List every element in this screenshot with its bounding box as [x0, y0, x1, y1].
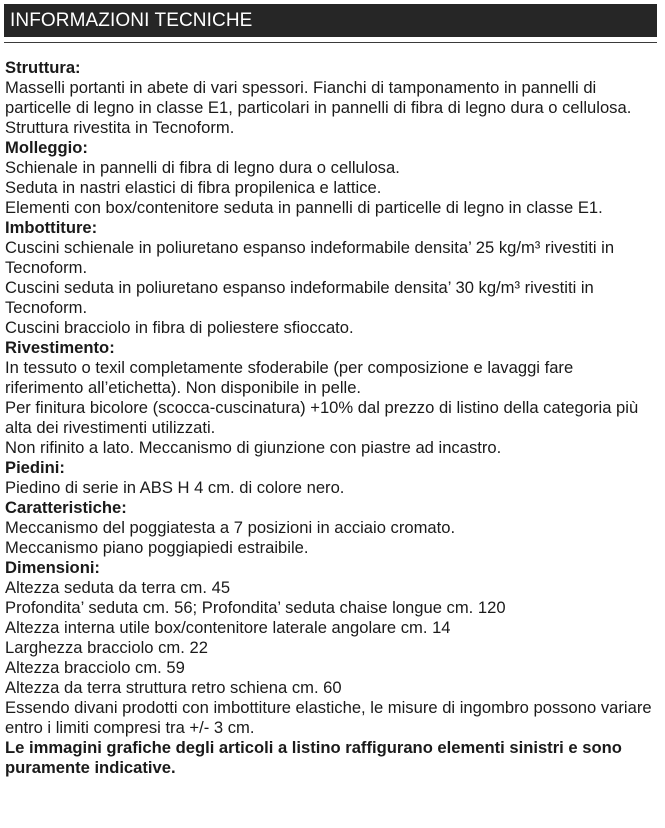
paragraph: In tessuto o texil completamente sfoderabile (per composizione e lavaggi fare riferimento all’etichetta). Non disponibile in pelle. [5, 358, 574, 397]
section-title: Caratteristiche: [5, 498, 127, 517]
section-header [4, 4, 657, 37]
paragraph: Piedino di serie in ABS H 4 cm. di colore nero. [5, 478, 345, 497]
section-title: Molleggio: [5, 138, 88, 157]
divider [4, 42, 657, 43]
paragraph: Altezza bracciolo cm. 59 [5, 658, 185, 677]
section-imbottiture [5, 218, 655, 338]
paragraph: Profondita’ seduta cm. 56; Profondita’ seduta chaise longue cm. 120 [5, 598, 506, 617]
paragraph: Meccanismo del poggiatesta a 7 posizioni in acciaio cromato. [5, 518, 456, 537]
paragraph: Altezza da terra struttura retro schiena cm. 60 [5, 678, 342, 697]
paragraph: Schienale in pannelli di fibra di legno dura o cellulosa. [5, 158, 400, 177]
paragraph: Cuscini bracciolo in fibra di poliestere sfioccato. [5, 318, 354, 337]
paragraph: Meccanismo piano poggiapiedi estraibile. [5, 538, 309, 557]
paragraph: Seduta in nastri elastici di fibra propilenica e lattice. [5, 178, 382, 197]
section-molleggio [5, 138, 655, 218]
paragraph: Masselli portanti in abete di vari spessori. Fianchi di tamponamento in pannelli di particelle di legno in classe E1, particolari in pannelli di fibra di legno dura o cellulosa. [5, 78, 632, 117]
section-caratteristiche [5, 498, 655, 558]
paragraph: Elementi con box/contenitore seduta in pannelli di particelle di legno in classe E1. [5, 198, 603, 217]
paragraph: Altezza interna utile box/contenitore laterale angolare cm. 14 [5, 618, 451, 637]
section-title: Rivestimento: [5, 338, 115, 357]
paragraph: Per finitura bicolore (scocca-cuscinatura) +10% dal prezzo di listino della categoria più alta dei rivestimenti utilizzati. [5, 398, 639, 437]
paragraph: Cuscini schienale in poliuretano espanso indeformabile densita’ 25 kg/m³ rivestiti in Tecnoform. [5, 238, 615, 277]
paragraph: Cuscini seduta in poliuretano espanso indeformabile densita’ 30 kg/m³ rivestiti in Tecnoform. [5, 278, 594, 317]
paragraph: Essendo divani prodotti con imbottiture elastiche, le misure di ingombro possono variare entro i limiti compresi tra +/- 3 cm. [5, 698, 652, 737]
disclaimer-note: Le immagini grafiche degli articoli a listino raffigurano elementi sinistri e sono puramente indicative. [5, 738, 622, 777]
paragraph: Non rifinito a lato. Meccanismo di giunzione con piastre ad incastro. [5, 438, 502, 457]
section-struttura [5, 58, 655, 138]
section-piedini [5, 458, 655, 498]
section-rivestimento [5, 338, 655, 458]
section-title: Struttura: [5, 58, 81, 77]
page-title: INFORMAZIONI TECNICHE [10, 10, 253, 31]
section-title: Dimensioni: [5, 558, 100, 577]
section-dimensioni [5, 558, 655, 738]
paragraph: Altezza seduta da terra cm. 45 [5, 578, 231, 597]
section-title: Piedini: [5, 458, 65, 477]
paragraph: Larghezza bracciolo cm. 22 [5, 638, 208, 657]
paragraph: Struttura rivestita in Tecnoform. [5, 118, 235, 137]
section-title: Imbottiture: [5, 218, 98, 237]
technical-info-body [5, 58, 655, 778]
